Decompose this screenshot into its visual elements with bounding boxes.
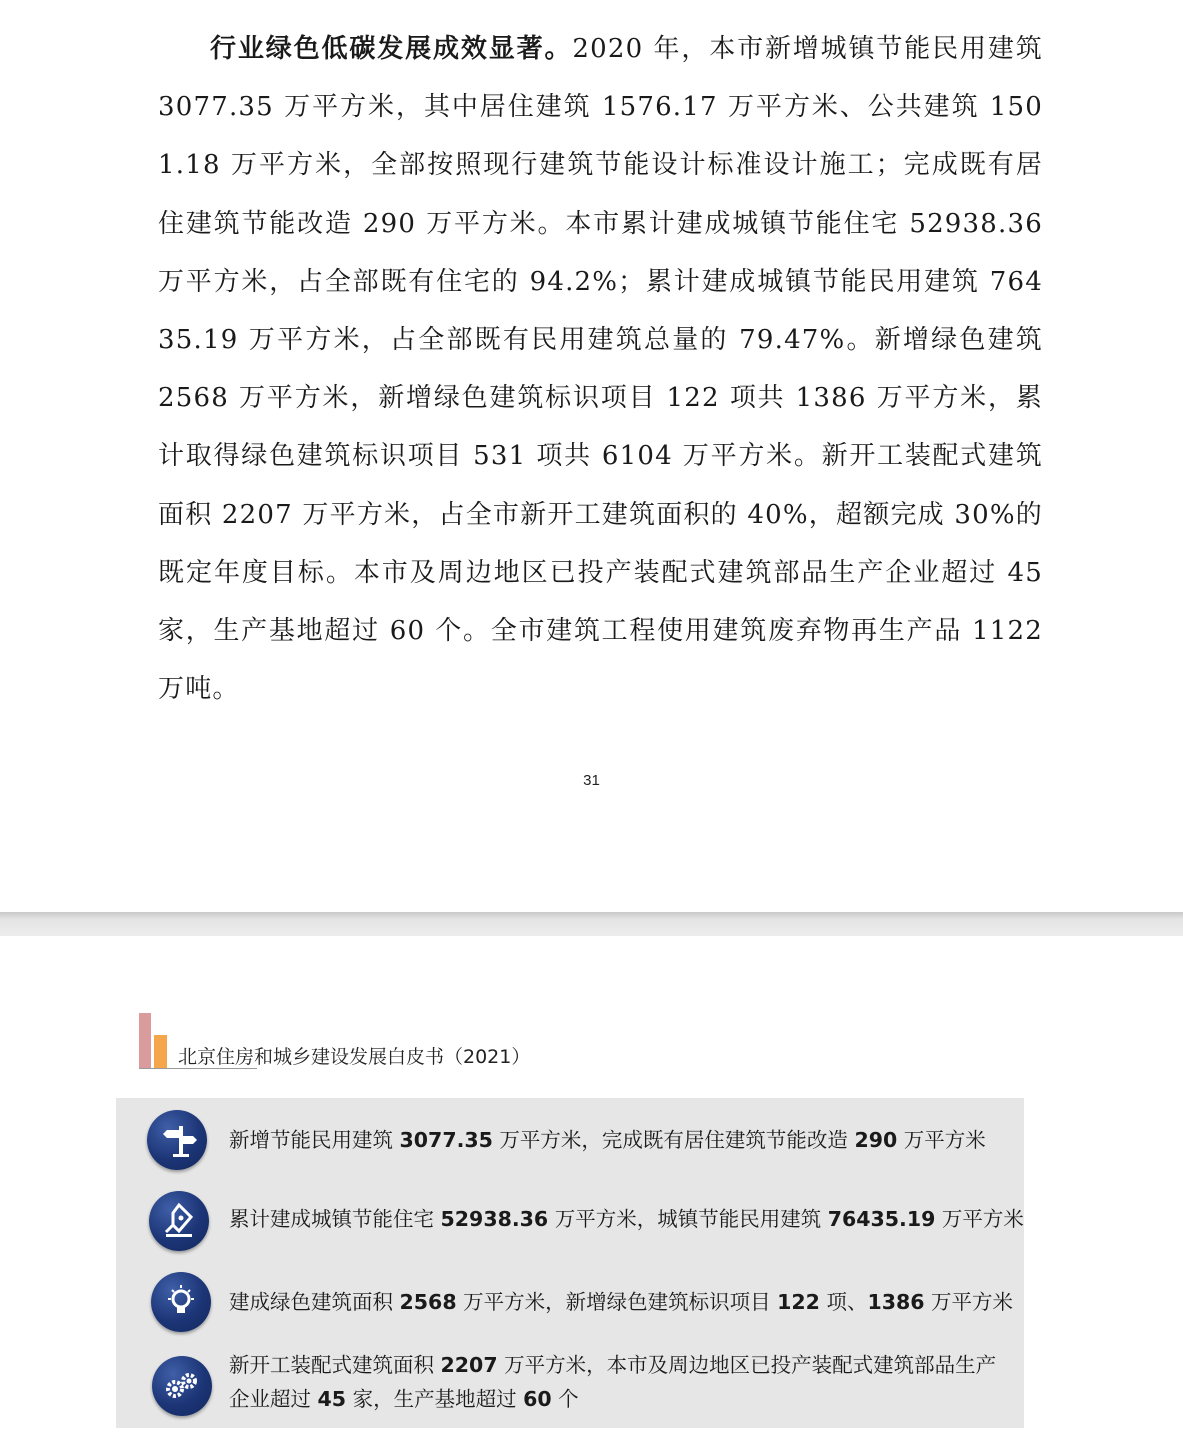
signpost-icon [147,1110,207,1170]
running-header-title: 北京住房和城乡建设发展白皮书（2021） [178,1046,531,1068]
summary-item [116,1272,1024,1334]
summary-item-text: 建成绿色建筑面积 2568 万平方米，新增绿色建筑标识项目 122 项、1386 万平方米 [229,1290,1014,1314]
header-bar-logo [139,1013,169,1069]
gears-icon [152,1356,212,1416]
summary-item-text: 新增节能民用建筑 3077.35 万平方米，完成既有居住建筑节能改造 290 万平方米 [229,1128,986,1152]
summary-item [116,1110,1024,1172]
summary-item-text: 新开工装配式建筑面积 2207 万平方米，本市及周边地区已投产装配式建筑部品生产 企业超过 45 家，生产基地超过 60 个 [229,1353,997,1411]
summary-item-text: 累计建成城镇节能住宅 52938.36 万平方米，城镇节能民用建筑 76435.19 万平方米 [229,1207,1024,1231]
summary-box [116,1098,1024,1428]
paragraph-lead: 行业绿色低碳发展成效显著。 [210,34,573,64]
page-separator [0,912,1183,936]
paragraph-body: 2020 年，本市新增城镇节能民用建筑 3077.35 万平方米，其中居住建筑 1576.17 万平方米、公共建筑 1501.18 万平方米，全部按照现行建筑节能设计标准设计施工；完成既有居住建筑节能改造 290 万平方米。本市累计建成城镇节能住宅 52938.36 万平方米，占全部既有住宅的 94.2%；累计建成城镇节能民用建筑 76435.19 万平方米，占全部既有民用建筑总量的 79.47%。新增绿色建筑 2568 万平方米，新增绿色建筑标识项目 122 项共 1386 万平方米，累计取得绿色建筑标识项目 531 项共 6104 万平方米。新开工装配式建筑面积 2207 万平方米，占全市新开工建筑面积的 40%，超额完成 30%的既定年度目标。本市及周边地区已投产装配式建筑部品生产企业超过 45 家，生产基地超过 60 个。全市建筑工程使用建筑废弃物再生产品 1122 万吨。 [158,34,1043,705]
page-number: 31 [583,772,600,789]
document-page-32 [0,936,1183,1444]
summary-item [116,1191,1024,1253]
summary-item [116,1353,1024,1423]
body-paragraph [158,20,1043,718]
pen-nib-icon [149,1191,209,1251]
lightbulb-icon [151,1272,211,1332]
